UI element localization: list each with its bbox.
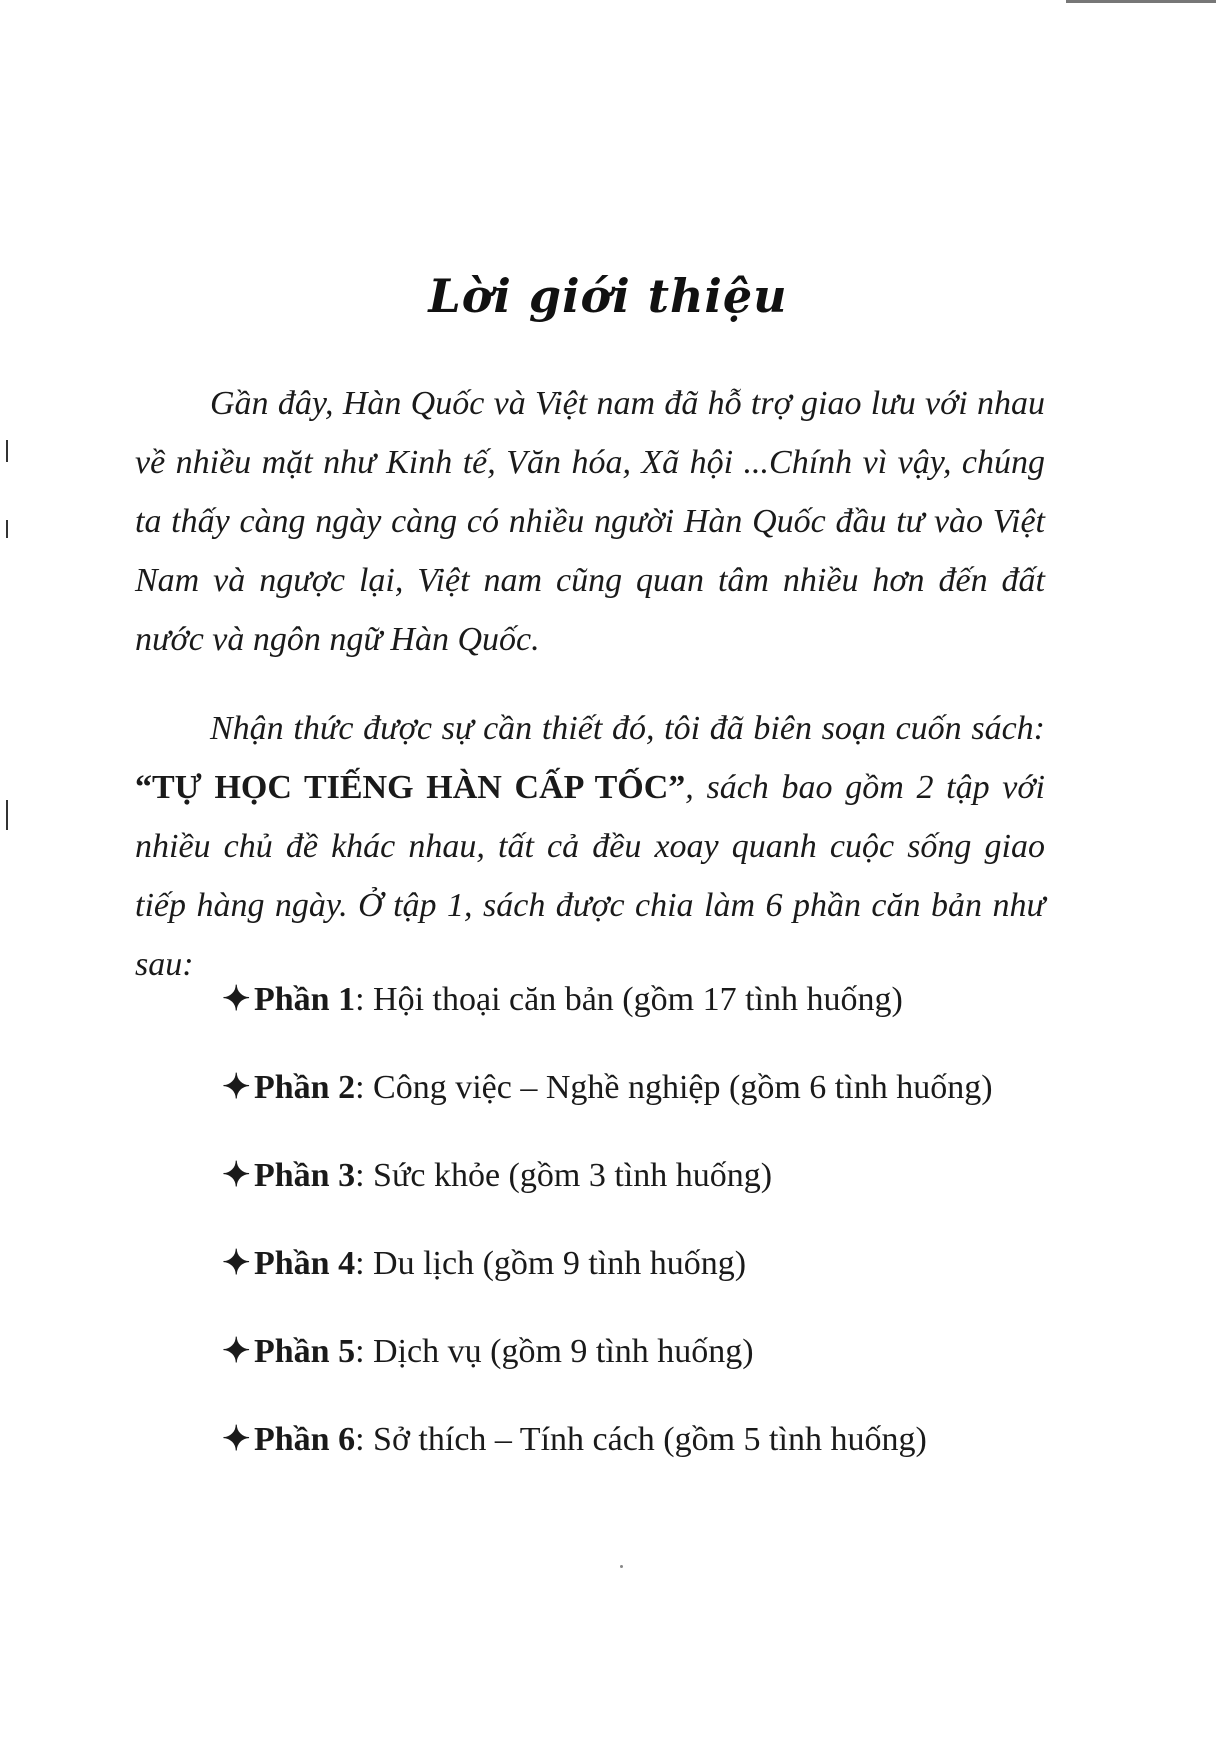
intro-paragraph-2-after: , sách bao gồm 2 tập với nhiều chủ đề khác nhau, tất cả đều xoay quanh cuộc sống giao tiếp hàng ngày. Ở tập 1, sách được chia làm 6 phần căn bản như sau: <box>135 769 1045 983</box>
intro-paragraph-1 <box>135 374 1045 669</box>
intro-paragraph-2-before: Nhận thức được sự cần thiết đó, tôi đã biên soạn cuốn sách: <box>210 710 1045 747</box>
bullet-icon: ✦ <box>222 981 251 1018</box>
list-item <box>222 1066 1102 1154</box>
part-label: Phần 4 <box>254 1245 356 1282</box>
intro-paragraph-1-text: Gần đây, Hàn Quốc và Việt nam đã hỗ trợ giao lưu với nhau về nhiều mặt như Kinh tế, Văn hóa, Xã hội ...Chính vì vậy, chúng ta thấy càng ngày càng có nhiều người Hàn Quốc đầu tư vào Việt Nam và ngược lại, Việt nam cũng quan tâm nhiều hơn đến đất nước và ngôn ngữ Hàn Quốc. <box>135 385 1045 658</box>
scan-edge-mark <box>6 440 8 462</box>
part-label: Phần 6 <box>254 1421 356 1458</box>
part-description: : Sở thích – Tính cách (gồm 5 tình huống) <box>355 1421 927 1458</box>
scan-speck <box>620 1565 623 1568</box>
bullet-icon: ✦ <box>222 1421 251 1458</box>
bullet-icon: ✦ <box>222 1333 251 1370</box>
part-description: : Công việc – Nghề nghiệp (gồm 6 tình huống) <box>355 1069 993 1106</box>
scan-edge-mark <box>6 520 8 538</box>
part-description: : Du lịch (gồm 9 tình huống) <box>355 1245 747 1282</box>
part-description: : Sức khỏe (gồm 3 tình huống) <box>355 1157 773 1194</box>
bullet-icon: ✦ <box>222 1157 251 1194</box>
list-item <box>222 1330 1102 1418</box>
part-label: Phần 2 <box>254 1069 356 1106</box>
part-label: Phần 5 <box>254 1333 356 1370</box>
list-item <box>222 1418 1102 1506</box>
list-item <box>222 1154 1102 1242</box>
part-description: : Dịch vụ (gồm 9 tình huống) <box>355 1333 754 1370</box>
part-label: Phần 1 <box>254 981 356 1018</box>
part-description: : Hội thoại căn bản (gồm 17 tình huống) <box>355 981 903 1018</box>
part-label: Phần 3 <box>254 1157 356 1194</box>
page-title: Lời giới thiệu <box>428 268 788 323</box>
bullet-icon: ✦ <box>222 1069 251 1106</box>
parts-list <box>222 978 1102 1506</box>
list-item <box>222 1242 1102 1330</box>
book-title: “TỰ HỌC TIẾNG HÀN CẤP TỐC” <box>135 769 686 806</box>
bullet-icon: ✦ <box>222 1245 251 1282</box>
scan-edge-mark <box>6 800 8 830</box>
list-item <box>222 978 1102 1066</box>
scan-edge-rule <box>1066 0 1216 3</box>
intro-paragraph-2 <box>135 699 1045 994</box>
